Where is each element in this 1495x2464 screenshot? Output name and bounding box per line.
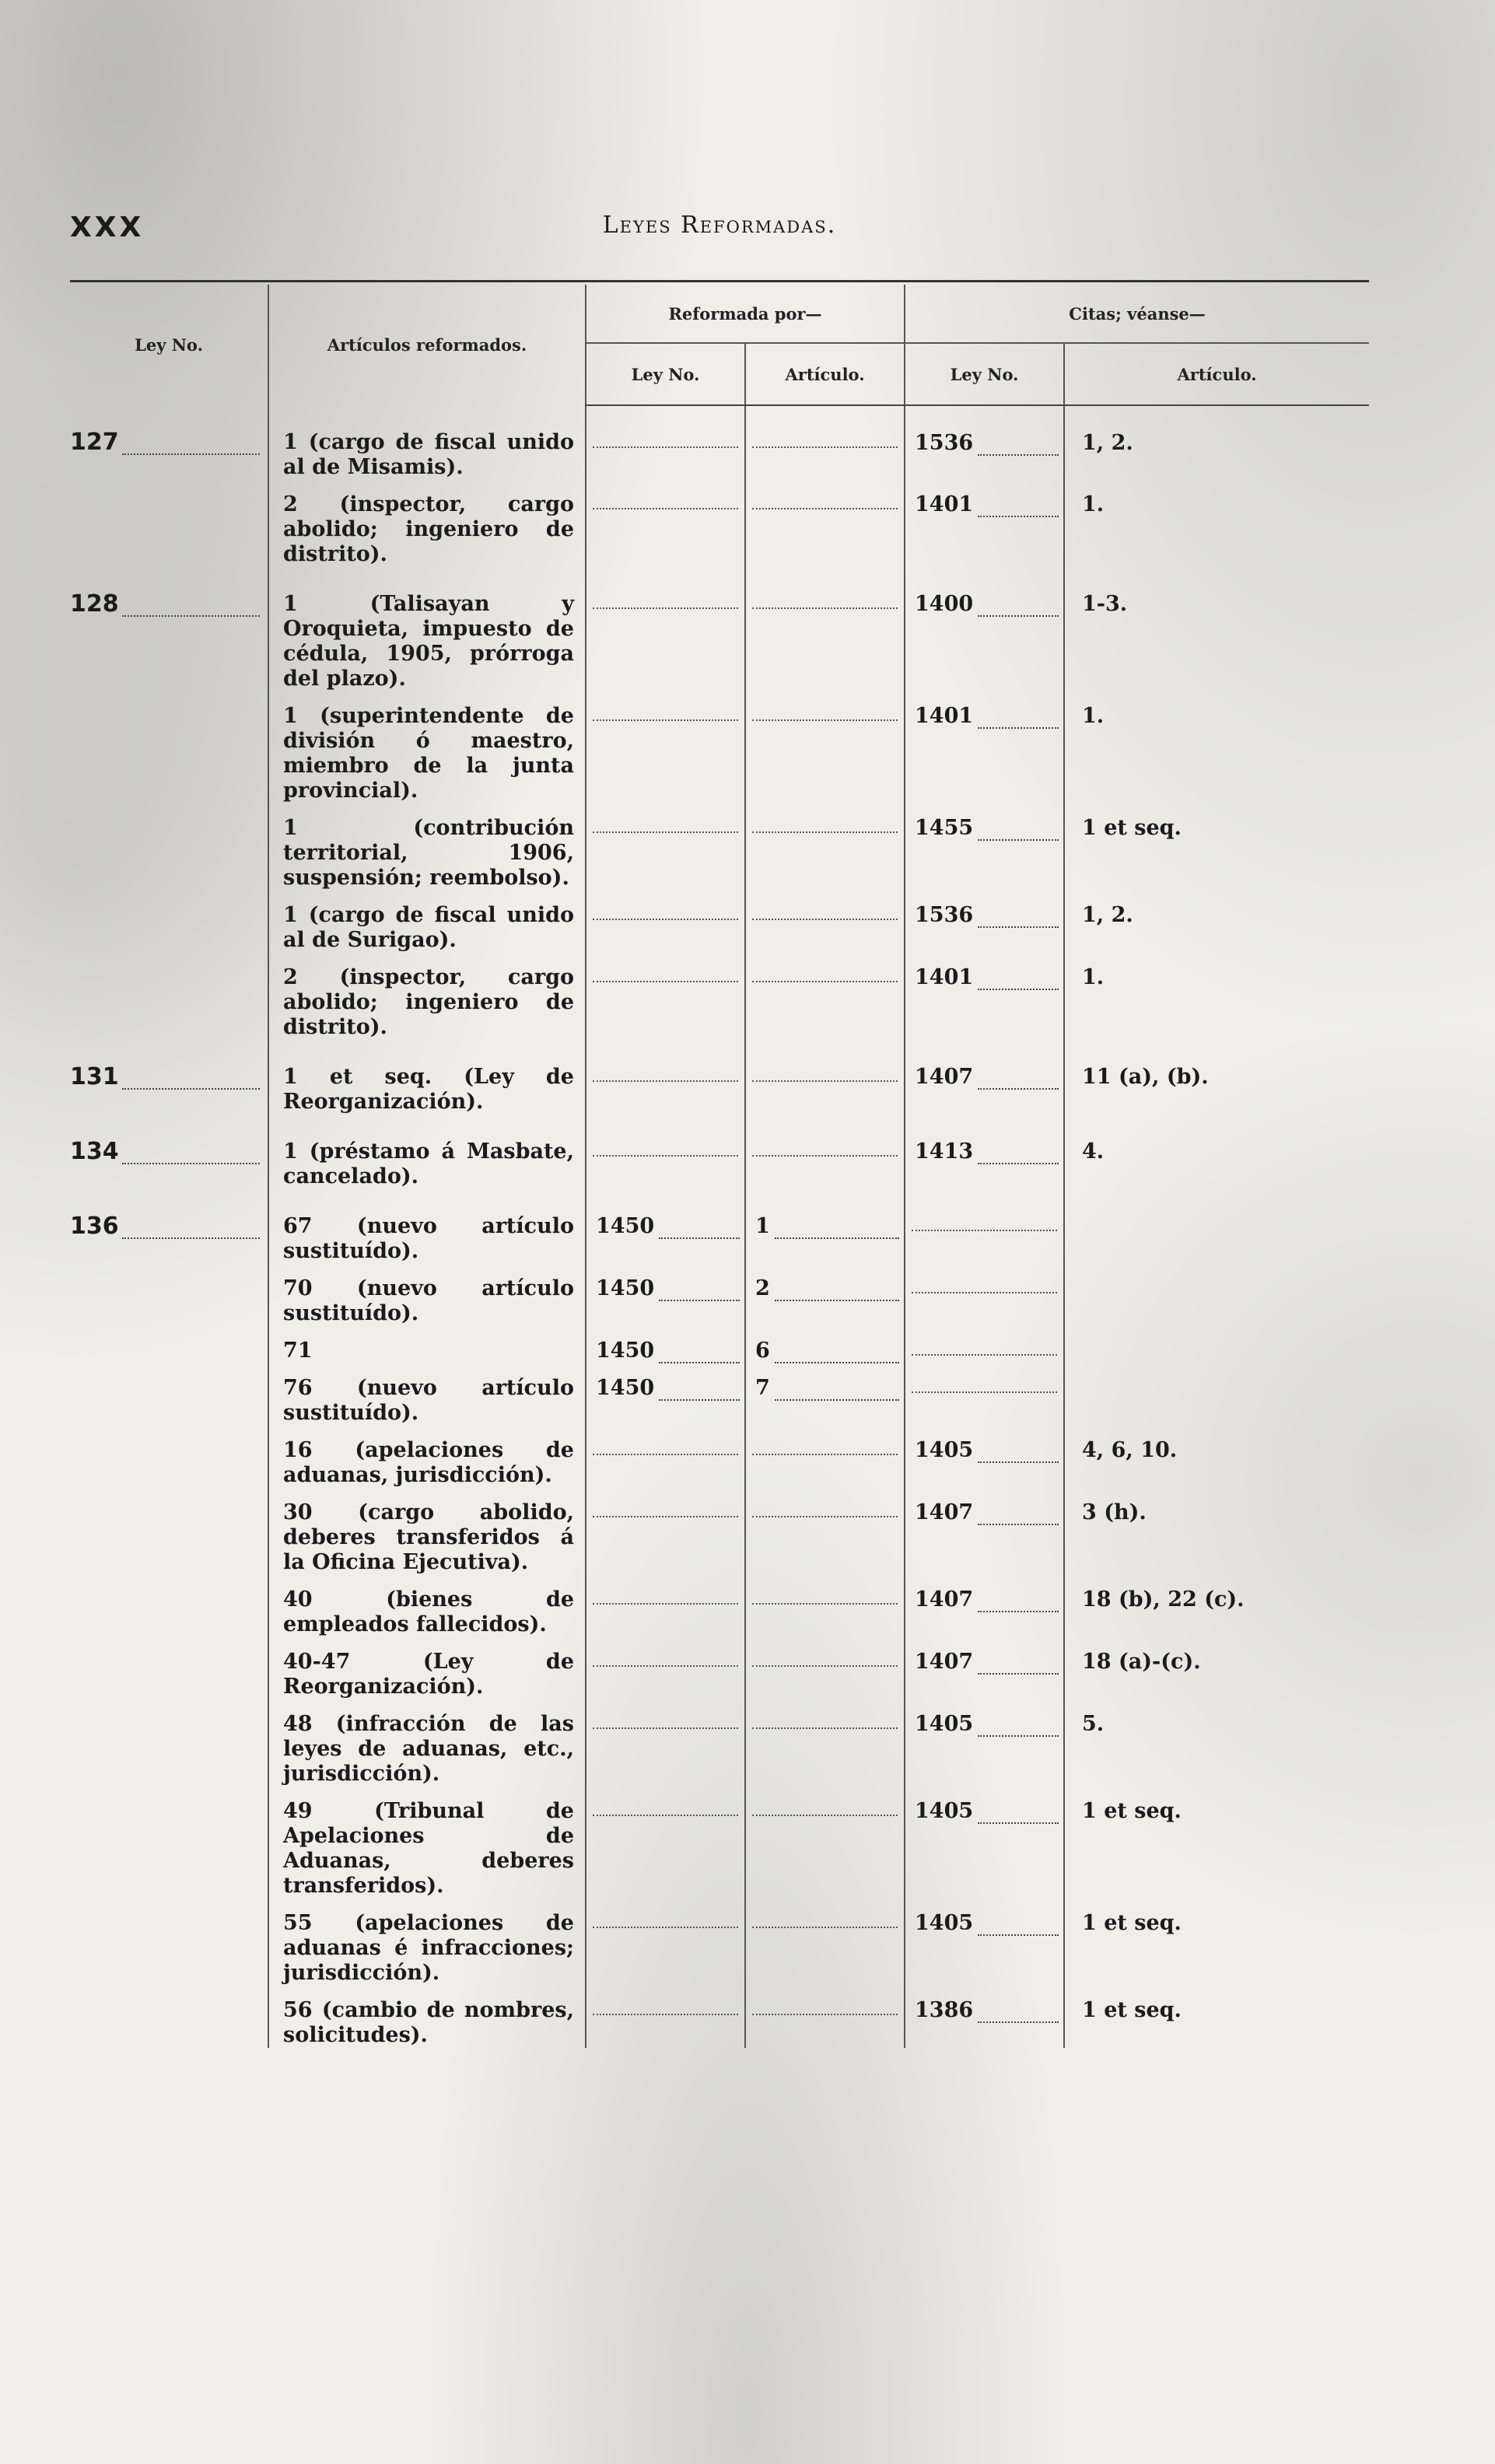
cell-ley-no bbox=[70, 480, 268, 567]
cell-cita-ley bbox=[905, 1787, 1064, 1899]
cell-cita-ley-value: 1407 bbox=[915, 1065, 974, 1089]
cell-cita-articulo: 1 et seq. bbox=[1082, 1911, 1182, 1935]
cell-cita-articulo: 4, 6, 10. bbox=[1082, 1438, 1178, 1462]
cell-cita-ley bbox=[905, 691, 1064, 803]
table-row bbox=[70, 953, 1369, 1040]
cell-ley-no bbox=[70, 691, 268, 803]
cell-ley-no bbox=[70, 891, 268, 953]
ley-number: 127 bbox=[70, 429, 119, 456]
cell-ref-art bbox=[745, 1115, 905, 1189]
table-row bbox=[70, 405, 1369, 480]
cell-cita-articulo: 1. bbox=[1082, 965, 1105, 989]
cell-ref-art bbox=[745, 1787, 905, 1899]
cell-cita-articulo: 5. bbox=[1082, 1712, 1105, 1736]
col-header-ref-articulo: Artículo. bbox=[745, 343, 905, 405]
cell-cita-ley-value: 1405 bbox=[915, 1438, 974, 1462]
cell-ref-ley bbox=[586, 803, 745, 891]
cell-ref-ley bbox=[586, 1899, 745, 1986]
cell-cita-ley bbox=[905, 1899, 1064, 1986]
table-row bbox=[70, 1189, 1369, 1264]
col-header-ref-ley-no: Ley No. bbox=[586, 343, 745, 405]
cell-ref-art bbox=[745, 1899, 905, 1986]
cell-cita-articulo: 1 et seq. bbox=[1082, 816, 1182, 840]
table-row bbox=[70, 1637, 1369, 1699]
cell-ref-ley bbox=[586, 1488, 745, 1575]
ley-number: 131 bbox=[70, 1063, 119, 1090]
table-row bbox=[70, 891, 1369, 953]
cell-ref-art bbox=[745, 1326, 905, 1363]
amended-laws-table bbox=[70, 285, 1369, 2048]
cell-articulo: 40 (bienes de empleados fallecidos). bbox=[283, 1587, 574, 1636]
cell-ref-art bbox=[745, 1637, 905, 1699]
cell-ref-art bbox=[745, 1986, 905, 2048]
cell-cita-ley bbox=[905, 1115, 1064, 1189]
table-row bbox=[70, 1363, 1369, 1426]
table-row bbox=[70, 567, 1369, 691]
cell-ref-ley bbox=[586, 1699, 745, 1787]
cell-cita-ley-value: 1407 bbox=[915, 1650, 974, 1674]
col-header-cita-ley-no: Ley No. bbox=[905, 343, 1064, 405]
cell-ref-ley bbox=[586, 1363, 745, 1426]
cell-cita-ley-value: 1536 bbox=[915, 903, 974, 927]
cell-ref-ley bbox=[586, 691, 745, 803]
page-number: XXX bbox=[70, 212, 145, 243]
cell-cita-articulo: 1. bbox=[1082, 492, 1105, 516]
cell-cita-ley bbox=[905, 1699, 1064, 1787]
cell-cita-ley bbox=[905, 1575, 1064, 1637]
cell-articulo: 76 (nuevo artículo sustituído). bbox=[283, 1376, 574, 1425]
cell-ref-art bbox=[745, 1363, 905, 1426]
ley-number: 128 bbox=[70, 590, 119, 618]
cell-articulo: 16 (apelaciones de aduanas, jurisdicción). bbox=[283, 1438, 574, 1487]
cell-cita-ley bbox=[905, 1488, 1064, 1575]
cell-cita-ley bbox=[905, 567, 1064, 691]
ley-number: 134 bbox=[70, 1138, 119, 1165]
cell-cita-ley-value: 1405 bbox=[915, 1911, 974, 1935]
cell-cita-articulo: 1-3. bbox=[1082, 592, 1128, 616]
cell-articulo: 56 (cambio de nombres, solicitudes). bbox=[283, 1998, 574, 2047]
table-row bbox=[70, 1115, 1369, 1189]
cell-cita-articulo: 3 (h). bbox=[1082, 1500, 1147, 1524]
table-row bbox=[70, 1699, 1369, 1787]
cell-articulo: 2 (inspector, cargo abolido; ingeniero de distrito). bbox=[283, 492, 574, 566]
cell-cita-ley bbox=[905, 1326, 1064, 1363]
cell-cita-ley bbox=[905, 953, 1064, 1040]
cell-cita-ley bbox=[905, 1189, 1064, 1264]
cell-cita-ley bbox=[905, 891, 1064, 953]
cell-ref-ley bbox=[586, 567, 745, 691]
cell-ley-no bbox=[70, 1787, 268, 1899]
table-row bbox=[70, 1488, 1369, 1575]
cell-ref-ley bbox=[586, 891, 745, 953]
cell-cita-articulo: 18 (b), 22 (c). bbox=[1082, 1587, 1245, 1612]
cell-articulo: 71 bbox=[283, 1339, 313, 1363]
cell-articulo: 1 (cargo de fiscal unido al de Surigao). bbox=[283, 903, 574, 952]
table-row bbox=[70, 1426, 1369, 1488]
cell-ley-no bbox=[70, 1699, 268, 1787]
cell-ref-ley-value: 1450 bbox=[596, 1376, 655, 1400]
cell-ref-ley-value: 1450 bbox=[596, 1276, 655, 1300]
col-header-cita-articulo: Artículo. bbox=[1064, 343, 1369, 405]
cell-cita-ley-value: 1401 bbox=[915, 704, 974, 728]
cell-ref-ley bbox=[586, 1115, 745, 1189]
cell-ref-ley bbox=[586, 480, 745, 567]
cell-cita-ley-value: 1407 bbox=[915, 1587, 974, 1612]
table-row bbox=[70, 1787, 1369, 1899]
cell-cita-ley-value: 1405 bbox=[915, 1712, 974, 1736]
table-row bbox=[70, 1040, 1369, 1115]
cell-ley-no bbox=[70, 1899, 268, 1986]
cell-cita-articulo: 1, 2. bbox=[1082, 431, 1133, 455]
cell-ref-art bbox=[745, 691, 905, 803]
cell-ley-no bbox=[70, 953, 268, 1040]
cell-ref-art bbox=[745, 405, 905, 480]
cell-ref-art bbox=[745, 1264, 905, 1326]
cell-articulo: 1 et seq. (Ley de Reorganización). bbox=[283, 1065, 574, 1114]
cell-ref-ley bbox=[586, 953, 745, 1040]
table-row bbox=[70, 480, 1369, 567]
cell-ref-art bbox=[745, 1040, 905, 1115]
ley-number: 136 bbox=[70, 1213, 119, 1240]
cell-articulo: 1 (cargo de fiscal unido al de Misamis). bbox=[283, 430, 574, 479]
cell-ref-art bbox=[745, 480, 905, 567]
cell-ref-art bbox=[745, 1575, 905, 1637]
cell-ref-ley bbox=[586, 1189, 745, 1264]
cell-cita-ley bbox=[905, 1637, 1064, 1699]
cell-cita-ley bbox=[905, 480, 1064, 567]
cell-ley-no bbox=[70, 803, 268, 891]
cell-ref-ley bbox=[586, 1264, 745, 1326]
cell-ley-no bbox=[70, 1426, 268, 1488]
cell-ref-ley bbox=[586, 1637, 745, 1699]
cell-cita-ley bbox=[905, 1363, 1064, 1426]
cell-articulo: 1 (superintendente de división ó maestro, miembro de la junta provincial). bbox=[283, 704, 574, 803]
cell-cita-articulo: 1 et seq. bbox=[1082, 1998, 1182, 2022]
cell-cita-articulo: 1. bbox=[1082, 704, 1105, 728]
cell-cita-ley-value: 1401 bbox=[915, 492, 974, 516]
cell-cita-articulo: 1, 2. bbox=[1082, 903, 1133, 927]
cell-ref-ley bbox=[586, 1426, 745, 1488]
cell-cita-ley-value: 1400 bbox=[915, 592, 974, 616]
page-title: Leyes Reformadas. bbox=[602, 212, 837, 239]
cell-ref-art-value: 1 bbox=[755, 1214, 770, 1238]
cell-ley-no bbox=[70, 1488, 268, 1575]
cell-ref-art bbox=[745, 1189, 905, 1264]
col-header-citas: Citas; véanse— bbox=[905, 285, 1369, 343]
cell-ley-no bbox=[70, 1040, 268, 1115]
cell-cita-ley bbox=[905, 405, 1064, 480]
cell-ref-ley bbox=[586, 1040, 745, 1115]
cell-articulo: 49 (Tribunal de Apelaciones de Aduanas, deberes transferidos). bbox=[283, 1799, 574, 1898]
cell-articulo: 55 (apelaciones de aduanas é infracciones; jurisdicción). bbox=[283, 1911, 574, 1985]
cell-articulo: 40-47 (Ley de Reorganización). bbox=[283, 1650, 574, 1699]
cell-cita-ley bbox=[905, 803, 1064, 891]
col-header-ley-no: Ley No. bbox=[135, 335, 203, 355]
cell-cita-ley bbox=[905, 1426, 1064, 1488]
table-row bbox=[70, 803, 1369, 891]
cell-ley-no bbox=[70, 1986, 268, 2048]
cell-ref-ley bbox=[586, 1326, 745, 1363]
cell-articulo: 30 (cargo abolido, deberes transferidos á la Oficina Ejecutiva). bbox=[283, 1500, 574, 1574]
cell-cita-articulo: 4. bbox=[1082, 1139, 1105, 1164]
cell-ley-no bbox=[70, 1637, 268, 1699]
cell-ley-no bbox=[70, 1189, 268, 1264]
cell-ref-art bbox=[745, 891, 905, 953]
cell-ley-no bbox=[70, 1363, 268, 1426]
cell-cita-ley-value: 1455 bbox=[915, 816, 974, 840]
cell-ref-ley-value: 1450 bbox=[596, 1339, 655, 1363]
table-row bbox=[70, 1986, 1369, 2048]
table-row bbox=[70, 1326, 1369, 1363]
col-header-articulos: Artículos reformados. bbox=[268, 285, 586, 405]
table-row bbox=[70, 1575, 1369, 1637]
cell-ref-art-value: 2 bbox=[755, 1276, 770, 1300]
table-row bbox=[70, 1899, 1369, 1986]
cell-articulo: 48 (infracción de las leyes de aduanas, etc., jurisdicción). bbox=[283, 1712, 574, 1786]
cell-articulo: 2 (inspector, cargo abolido; ingeniero de distrito). bbox=[283, 965, 574, 1039]
cell-articulo: 1 (Talisayan y Oroquieta, impuesto de cédula, 1905, prórroga del plazo). bbox=[283, 592, 574, 691]
cell-ley-no bbox=[70, 567, 268, 691]
cell-cita-articulo: 1 et seq. bbox=[1082, 1799, 1182, 1823]
cell-ref-art bbox=[745, 1426, 905, 1488]
cell-ref-art-value: 6 bbox=[755, 1339, 770, 1363]
col-header-reformada-por: Reformada por— bbox=[586, 285, 905, 343]
cell-ref-art-value: 7 bbox=[755, 1376, 770, 1400]
running-head bbox=[70, 212, 1369, 250]
cell-ref-ley-value: 1450 bbox=[596, 1214, 655, 1238]
cell-ley-no bbox=[70, 1326, 268, 1363]
cell-cita-ley-value: 1401 bbox=[915, 965, 974, 989]
table-row bbox=[70, 691, 1369, 803]
table-top-rule bbox=[70, 280, 1369, 282]
cell-ref-ley bbox=[586, 1575, 745, 1637]
cell-cita-ley-value: 1386 bbox=[915, 1998, 974, 2022]
cell-cita-ley-value: 1536 bbox=[915, 431, 974, 455]
cell-cita-ley-value: 1407 bbox=[915, 1500, 974, 1524]
cell-articulo: 1 (contribución territorial, 1906, suspensión; reembolso). bbox=[283, 816, 574, 890]
cell-cita-articulo: 11 (a), (b). bbox=[1082, 1065, 1209, 1089]
cell-cita-ley-value: 1413 bbox=[915, 1139, 974, 1164]
cell-ley-no bbox=[70, 405, 268, 480]
cell-cita-ley bbox=[905, 1264, 1064, 1326]
cell-articulo: 67 (nuevo artículo sustituído). bbox=[283, 1214, 574, 1263]
cell-ref-art bbox=[745, 953, 905, 1040]
cell-ref-ley bbox=[586, 1986, 745, 2048]
cell-ref-art bbox=[745, 803, 905, 891]
cell-ley-no bbox=[70, 1264, 268, 1326]
cell-cita-ley bbox=[905, 1040, 1064, 1115]
cell-ley-no bbox=[70, 1575, 268, 1637]
cell-articulo: 1 (préstamo á Masbate, cancelado). bbox=[283, 1139, 574, 1188]
cell-ref-ley bbox=[586, 1787, 745, 1899]
cell-articulo: 70 (nuevo artículo sustituído). bbox=[283, 1276, 574, 1325]
cell-ref-ley bbox=[586, 405, 745, 480]
cell-ref-art bbox=[745, 567, 905, 691]
table-row bbox=[70, 1264, 1369, 1326]
cell-ref-art bbox=[745, 1699, 905, 1787]
cell-cita-ley bbox=[905, 1986, 1064, 2048]
cell-cita-ley-value: 1405 bbox=[915, 1799, 974, 1823]
cell-cita-articulo: 18 (a)-(c). bbox=[1082, 1650, 1201, 1674]
cell-ref-art bbox=[745, 1488, 905, 1575]
cell-ley-no bbox=[70, 1115, 268, 1189]
